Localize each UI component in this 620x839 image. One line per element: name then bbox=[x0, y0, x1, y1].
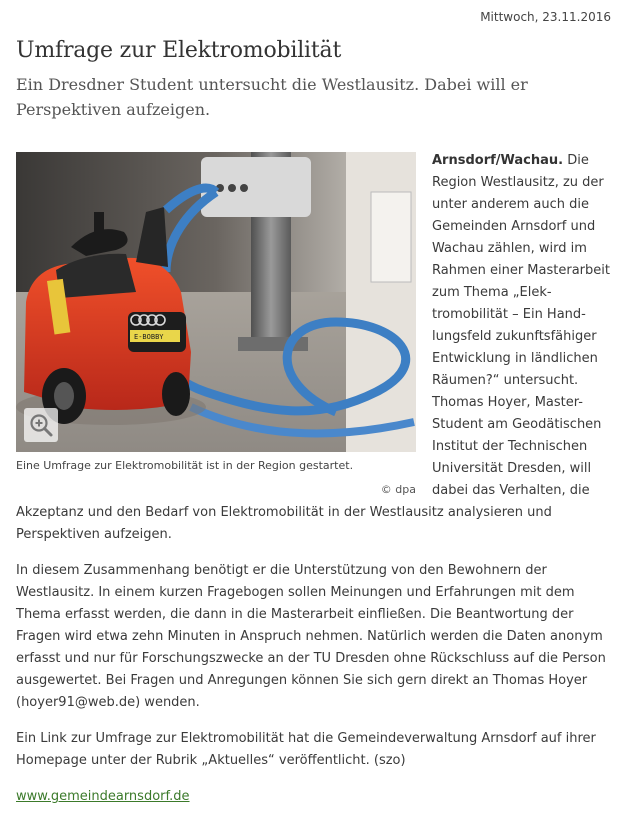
image-caption: Eine Umfrage zur Elektromobilität ist in der Region gestartet. bbox=[16, 459, 354, 472]
magnifier-plus-icon bbox=[28, 412, 54, 438]
article-paragraph-3: Ein Link zur Umfrage zur Elektromobilität hat die Gemeindeverwaltung Arnsdorf auf ihrer Homepage unter der Rubrik „Aktuelles“ veröffentlicht. (szo) bbox=[16, 731, 596, 768]
article-dateline: Arnsdorf/Wachau. bbox=[432, 153, 564, 168]
municipality-link[interactable]: www.gemeindearnsdorf.de bbox=[16, 789, 190, 804]
article-subheadline: Ein Dresdner Student untersucht die Westlausitz. Dabei will er Perspektiven aufzeigen. bbox=[16, 75, 528, 119]
article-date: Mittwoch, 23.11.2016 bbox=[480, 10, 611, 24]
image-credit: © dpa bbox=[380, 483, 416, 496]
zoom-button[interactable] bbox=[24, 408, 58, 442]
article-paragraph-1-text: Die Region Westlausitz, zu der unter anderem auch die Gemeinden Arnsdorf und Wachau zählen, wird im Rahmen einer Masterarbeit zum Thema „Elektromobilität – Ein Handlungsfeld zukunftsfähiger Entwicklung in ländlichen Räumen?“ untersucht. Thomas Hoyer, Master-Student am Geodätischen Institut der Technischen Universität Dresden, will dabei das Verhalten, die Akzeptanz und den Bedarf von Elektromobilität in der Westlausitz analysieren und Perspektiven aufzeigen. bbox=[16, 153, 610, 542]
license-plate-text: E-BOBBY bbox=[134, 333, 164, 341]
article-photo[interactable] bbox=[16, 152, 416, 452]
article-headline: Umfrage zur Elektromobilität bbox=[16, 38, 342, 63]
article-paragraph-2: In diesem Zusammenhang benötigt er die Unterstützung von den Bewohnern der Westlausitz. In einem kurzen Fragebogen sollen Meinungen und Erfahrungen mit dem Thema erfasst werden, die dann in die Masterarbeit einfließen. Die Beantwortung der Fragen wird etwa zehn Minuten in Anspruch nehmen. Natürlich werden die Daten anonym erfasst und nur für Forschungszwecke an der TU Dresden ohne Rückschluss auf die Person ausgewertet. Bei Fragen und Anregungen können Sie sich gern direkt an Thomas Hoyer (hoyer91@web.de) wenden. bbox=[16, 563, 606, 710]
article-figure bbox=[16, 152, 416, 500]
article-body bbox=[16, 150, 612, 808]
